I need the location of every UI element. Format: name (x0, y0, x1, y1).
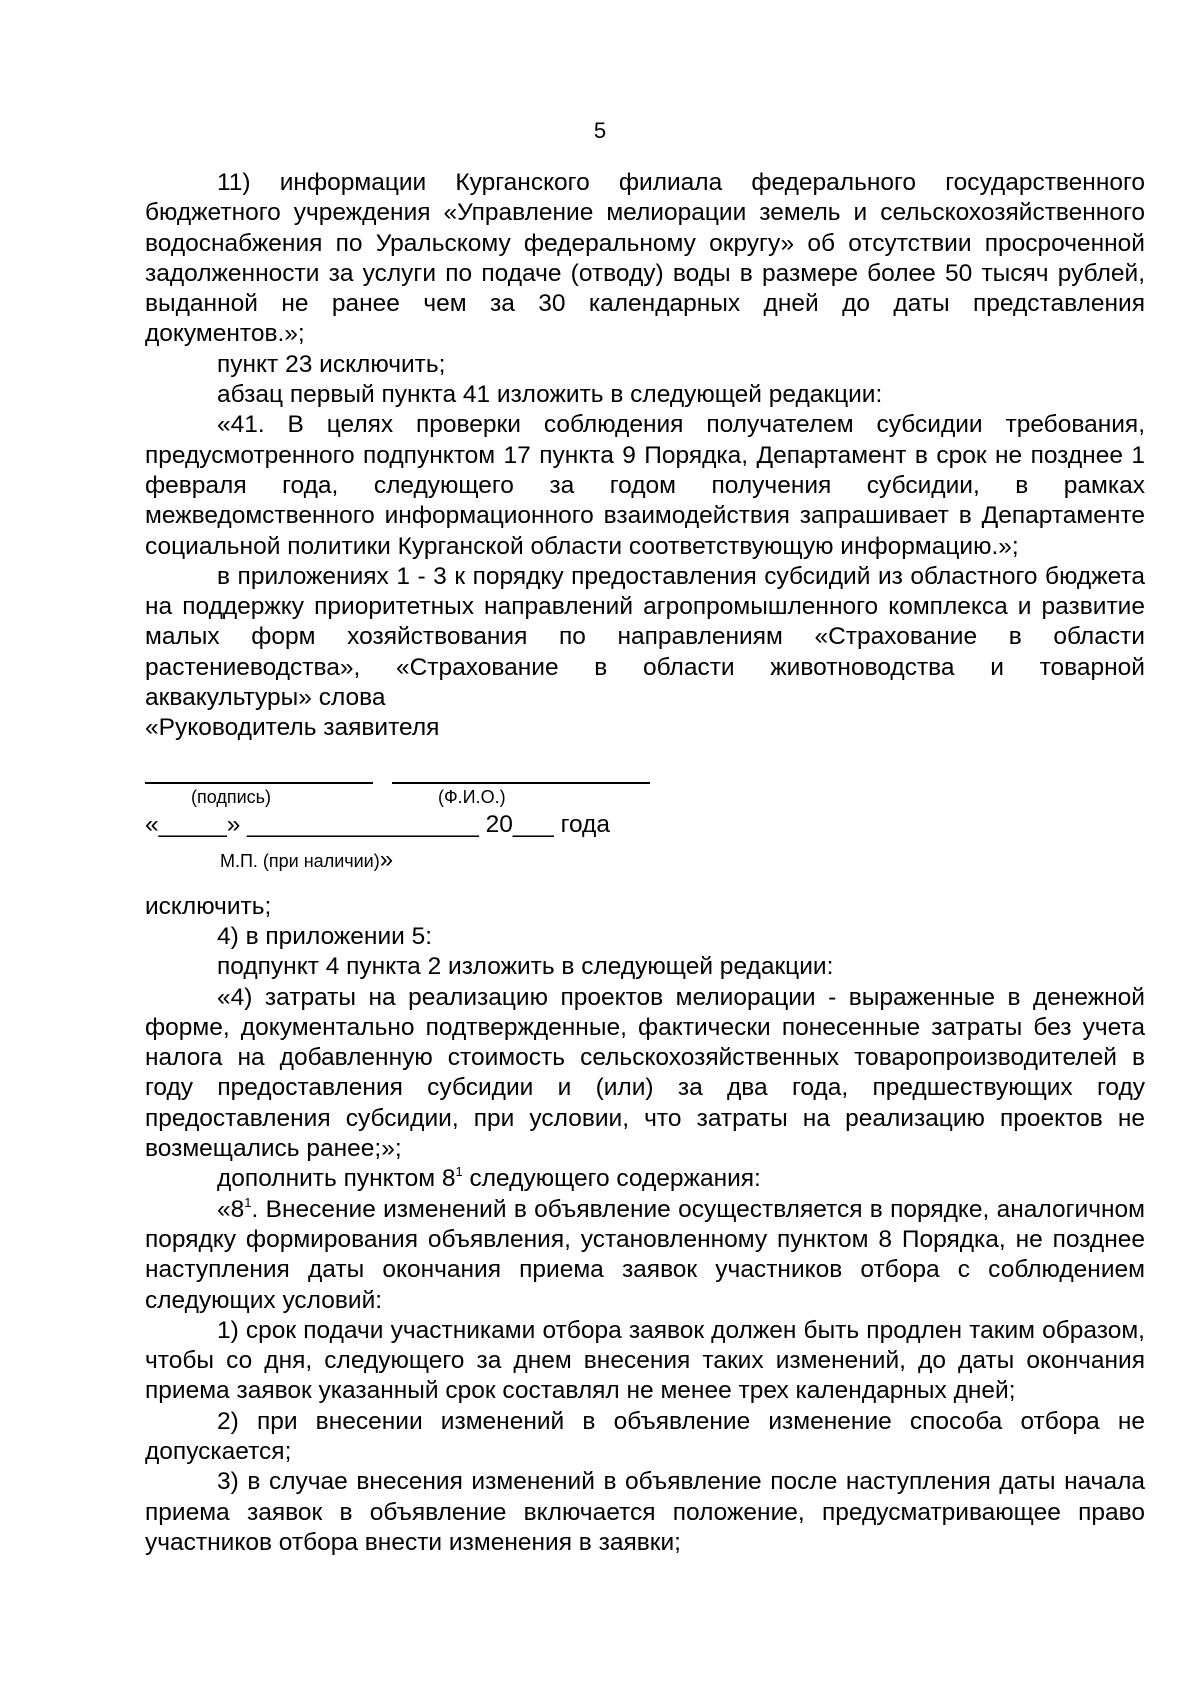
paragraph-condition-2: 2) при внесении изменений в объявление изменение способа отбора не допускается; (145, 1407, 1145, 1465)
paragraph-item-11: 11) информации Курганского филиала федерального государственного бюджетного учреждения «Управление мелиорации земель и сельскохозяйственного водоснабжения по Уральскому федеральному округу» об отсутствии просроченной задолженности за услуги по подаче (отводу) воды в размере более 50 тысяч рублей, выданной не ранее чем за 30 календарных дней до даты представления документов.»; (145, 169, 1145, 348)
closing-quote: » (379, 845, 394, 873)
paragraph-point-8-1-text (145, 1195, 1145, 1316)
document-body (145, 168, 1145, 1558)
seal-caption (220, 845, 394, 873)
text-fragment: «8 (217, 1195, 245, 1223)
full-name-line (392, 782, 650, 784)
text-fragment: дополнить пунктом 8 (217, 1165, 456, 1193)
superscript: 1 (244, 1194, 252, 1210)
paragraph-subpoint-4-text: «4) затраты на реализацию проектов мелиорации - выраженные в денежной форме, документально подтвержденные, фактически понесенные затраты без учета налога на добавленную стоимость сельскохозяйственных товаропроизводителей в году предоставления субсидии и (или) за два года, предшествующих году предоставления субсидии, при условии, что затраты на реализацию проектов не возмещались ранее;»; (145, 983, 1145, 1163)
paragraph-point-41-intro: абзац первый пункта 41 изложить в следующей редакции: (217, 381, 883, 409)
paragraph-condition-1: 1) срок подачи участниками отбора заявок должен быть продлен таким образом, чтобы со дня, следующего за днем внесения таких изменений, до даты окончания приема заявок указанный срок составлял не менее трех календарных дней; (145, 1316, 1145, 1405)
paragraph-exclude: исключить; (145, 892, 272, 920)
paragraph-appendix-5: 4) в приложении 5: (217, 922, 433, 950)
signature-caption: (подпись) (191, 786, 272, 807)
seal-caption-text: М.П. (при наличии) (220, 850, 380, 871)
paragraph-exclude-point-23: пункт 23 исключить; (217, 350, 446, 378)
paragraph-point-41-text: «41. В целях проверки соблюдения получателем субсидии требования, предусмотренного подпунктом 17 пункта 9 Порядка, Департамент в срок не позднее 1 февраля года, следующего за годом получения субсидии, в рамках межведомственного информационного взаимодействия запрашивает в Департаменте социальной политики Курганской области соответствующую информацию.»; (145, 411, 1145, 560)
text-fragment: . Внесение изменений в объявление осуществляется в порядке, аналогичном порядку формирования объявления, установленному пунктом 8 Порядка, не позднее наступления даты окончания приема заявок участников отбора с соблюдением следующих условий: (145, 1195, 1145, 1314)
full-name-caption: (Ф.И.О.) (438, 786, 506, 807)
paragraph-appendices-1-3: в приложениях 1 - 3 к порядку предоставления субсидий из областного бюджета на поддержку приоритетных направлений агропромышленного комплекса и развитие малых форм хозяйствования по направлениям «Страхование в области растениеводства», «Страхование в области животноводства и товарной аквакультуры» слова (145, 562, 1145, 712)
superscript: 1 (455, 1164, 463, 1180)
signature-line (145, 782, 373, 784)
page-number: 5 (593, 118, 607, 143)
paragraph-condition-3: 3) в случае внесения изменений в объявление после наступления даты начала приема заявок в объявление включается положение, предусматривающее право участников отбора внести изменения в заявки; (145, 1468, 1145, 1556)
text-fragment: следующего содержания: (462, 1165, 761, 1193)
signature-block (145, 744, 1145, 892)
paragraph-add-point-8-1 (145, 1164, 1145, 1194)
date-line: «_____» _________________ 20___ года (145, 810, 610, 838)
paragraph-subpoint-4-intro: подпункт 4 пункта 2 изложить в следующей редакции: (217, 953, 834, 981)
paragraph-head-of-applicant: «Руководитель заявителя (145, 714, 440, 742)
